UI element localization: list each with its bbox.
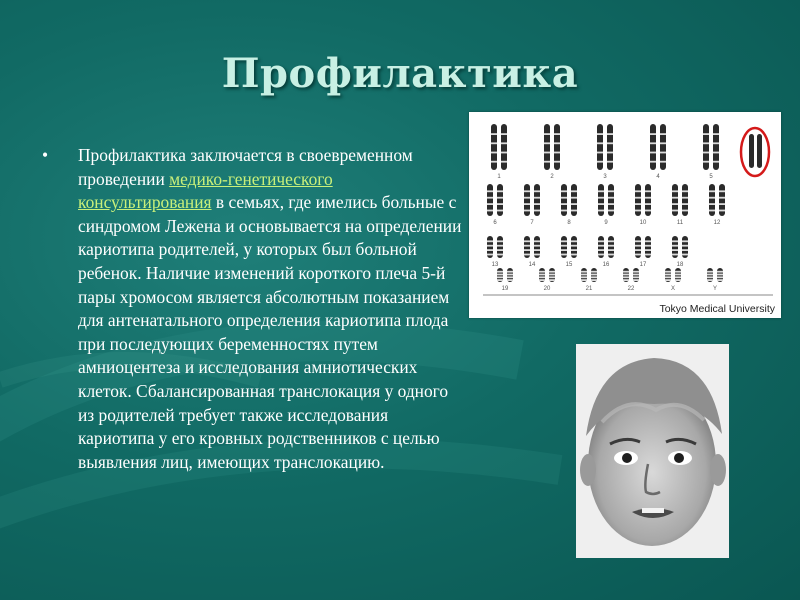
chromosome-label: 1: [497, 174, 501, 180]
chromosome-band: [534, 210, 540, 212]
highlighted-chromosome: [757, 134, 762, 168]
chromosome-band: [487, 203, 493, 205]
chromosome-set: [487, 124, 762, 282]
chromosome-band: [709, 190, 715, 192]
chromosome-band: [524, 203, 530, 205]
chromosome-band: [597, 161, 603, 163]
chromosome-band: [524, 190, 530, 192]
chromosome-band: [633, 276, 639, 278]
slide-title: Профилактика: [221, 50, 579, 97]
chromosome-band: [524, 249, 530, 251]
bullet-marker: •: [42, 145, 49, 165]
chromosome-band: [571, 197, 577, 199]
chromosome-band: [608, 249, 614, 251]
chromosome-band: [539, 276, 545, 278]
chromosome-band: [539, 271, 545, 273]
left-ear: [580, 454, 596, 486]
chromosome: [650, 124, 656, 170]
chromosome-band: [650, 152, 656, 154]
chromosome-band: [682, 190, 688, 192]
chromosome: [491, 124, 497, 170]
chromosome-band: [608, 203, 614, 205]
chromosome-band: [717, 276, 723, 278]
chromosome-band: [561, 190, 567, 192]
chromosome-band: [623, 279, 629, 281]
chromosome-band: [713, 142, 719, 144]
chromosome-band: [608, 190, 614, 192]
chromosome-label: 8: [567, 220, 571, 226]
chromosome: [597, 124, 603, 170]
chromosome-band: [645, 210, 651, 212]
chromosome-band: [591, 276, 597, 278]
chromosome-band: [645, 249, 651, 251]
chromosome-band: [645, 240, 651, 242]
chromosome-band: [507, 279, 513, 281]
chromosome-band: [672, 203, 678, 205]
chromosome-band: [623, 274, 629, 276]
chromosome-band: [544, 161, 550, 163]
chromosome-label: 7: [530, 220, 534, 226]
chromosome-band: [635, 203, 641, 205]
chromosome-band: [487, 190, 493, 192]
chromosome-band: [709, 210, 715, 212]
chromosome: [713, 124, 719, 170]
chromosome-band: [549, 276, 555, 278]
chromosome-band: [665, 271, 671, 273]
chromosome-band: [707, 271, 713, 273]
chromosome-band: [682, 254, 688, 256]
chromosome-band: [665, 276, 671, 278]
chromosome-band: [501, 161, 507, 163]
chromosome-band: [672, 210, 678, 212]
chromosome-band: [534, 249, 540, 251]
chromosome-band: [633, 271, 639, 273]
chromosome-band: [534, 254, 540, 256]
chromosome-band: [491, 152, 497, 154]
chromosome-band: [487, 210, 493, 212]
chromosome-band: [507, 276, 513, 278]
chromosome-band: [561, 210, 567, 212]
chromosome-label: 6: [493, 220, 497, 226]
chromosome-band: [554, 142, 560, 144]
chromosome-label: 4: [656, 174, 660, 180]
chromosome-band: [598, 240, 604, 242]
chromosome-band: [665, 274, 671, 276]
chromosome-band: [607, 142, 613, 144]
chromosome-band: [497, 245, 503, 247]
chromosome-band: [717, 271, 723, 273]
chromosome-band: [598, 249, 604, 251]
chromosome-band: [597, 133, 603, 135]
chromosome-band: [534, 240, 540, 242]
chromosome-band: [581, 271, 587, 273]
chromosome-band: [607, 161, 613, 163]
chromosome-band: [539, 274, 545, 276]
chromosome-band: [497, 203, 503, 205]
chromosome-band: [497, 254, 503, 256]
chromosome-band: [682, 249, 688, 251]
chromosome-band: [591, 271, 597, 273]
chromosome-band: [497, 210, 503, 212]
chromosome-band: [707, 279, 713, 281]
chromosome-band: [623, 271, 629, 273]
highlight-circle: [741, 128, 769, 176]
chromosome-band: [549, 271, 555, 273]
chromosome-band: [598, 203, 604, 205]
chromosome-band: [675, 276, 681, 278]
chromosome-band: [650, 133, 656, 135]
chromosome-band: [534, 245, 540, 247]
chromosome-band: [635, 249, 641, 251]
chromosome-band: [635, 197, 641, 199]
chromosome-band: [635, 245, 641, 247]
chromosome-label: 22: [627, 286, 635, 292]
chromosome-band: [665, 279, 671, 281]
chromosome-band: [719, 197, 725, 199]
body-text-end: в семьях, где имелись больные с синдромом Лежена и основывается на определении кариотипа родителей, у которых был больной ребенок. Наличие изменений короткого плеча 5-й пары хромосом является абсолютным показанием для антенатального определения кариотипа плода при последующих беременностях путем амниоцентеза и исследования амниотических клеток. Сбалансированная транслокация у одного из родителей требует также исследования кариотипа у его кровных родственников с целью выявления лиц, имеющих транслокацию.: [78, 192, 462, 472]
body-paragraph: [78, 144, 462, 474]
chromosome-band: [713, 152, 719, 154]
chromosome-band: [703, 152, 709, 154]
chromosome-band: [497, 271, 503, 273]
chromosome: [607, 124, 613, 170]
chromosome-band: [682, 197, 688, 199]
chromosome-band: [497, 276, 503, 278]
chromosome-band: [561, 240, 567, 242]
chromosome-band: [672, 254, 678, 256]
chromosome-label: 20: [543, 286, 551, 292]
chromosome-band: [635, 254, 641, 256]
chromosome-band: [571, 210, 577, 212]
chromosome-label: 3: [603, 174, 607, 180]
chromosome-band: [581, 276, 587, 278]
chromosome-band: [544, 142, 550, 144]
chromosome-band: [719, 210, 725, 212]
chromosome-label: 14: [528, 262, 536, 268]
chromosome-label: 17: [639, 262, 647, 268]
chromosome-band: [607, 133, 613, 135]
chromosome-band: [524, 240, 530, 242]
chromosome-band: [707, 274, 713, 276]
chromosome-band: [717, 274, 723, 276]
child-portrait: [576, 344, 729, 558]
chromosome-band: [675, 271, 681, 273]
karyotype-image: [469, 112, 781, 318]
chromosome-band: [607, 152, 613, 154]
chromosome-band: [672, 197, 678, 199]
chromosome-band: [608, 240, 614, 242]
chromosome-band: [645, 254, 651, 256]
chromosome-band: [571, 203, 577, 205]
chromosome-band: [561, 249, 567, 251]
chromosome-label: X: [670, 286, 676, 292]
chromosome-band: [561, 203, 567, 205]
chromosome-band: [608, 197, 614, 199]
chromosome-band: [544, 133, 550, 135]
chromosome-band: [497, 197, 503, 199]
chromosome-band: [549, 279, 555, 281]
chromosome-label: 19: [501, 286, 509, 292]
chromosome-band: [633, 279, 639, 281]
chromosome-band: [561, 245, 567, 247]
chromosome-band: [501, 133, 507, 135]
chromosome-label: 13: [491, 262, 499, 268]
chromosome-band: [534, 197, 540, 199]
chromosome-band: [635, 190, 641, 192]
chromosome-band: [507, 274, 513, 276]
chromosome-band: [717, 279, 723, 281]
chromosome-band: [554, 133, 560, 135]
right-ear: [710, 454, 726, 486]
chromosome-band: [703, 142, 709, 144]
chromosome-band: [487, 254, 493, 256]
chromosome-band: [675, 279, 681, 281]
chromosome-band: [597, 152, 603, 154]
chromosome-band: [554, 161, 560, 163]
chromosome-band: [571, 190, 577, 192]
chromosome: [703, 124, 709, 170]
chromosome-band: [645, 203, 651, 205]
chromosome-band: [660, 152, 666, 154]
chromosome-label: 11: [676, 220, 684, 226]
chromosome-band: [709, 197, 715, 199]
chromosome-label: 10: [639, 220, 647, 226]
chromosome-band: [581, 274, 587, 276]
chromosome-band: [571, 249, 577, 251]
chromosome-label: 21: [585, 286, 593, 292]
chromosome-band: [650, 161, 656, 163]
chromosome-band: [713, 133, 719, 135]
chromosome-band: [507, 271, 513, 273]
chromosome-band: [645, 245, 651, 247]
chromosome-band: [544, 152, 550, 154]
chromosome-band: [524, 245, 530, 247]
chromosome-band: [660, 133, 666, 135]
chromosome-band: [608, 245, 614, 247]
chromosome-band: [703, 133, 709, 135]
chromosome-band: [501, 142, 507, 144]
chromosome-band: [561, 254, 567, 256]
chromosome-band: [635, 210, 641, 212]
chromosome-band: [682, 210, 688, 212]
chromosome-label: 18: [676, 262, 684, 268]
chromosome-band: [497, 279, 503, 281]
chromosome-label: 9: [604, 220, 608, 226]
chromosome-band: [682, 245, 688, 247]
chromosome-band: [591, 274, 597, 276]
chromosome-band: [623, 276, 629, 278]
chromosome-band: [633, 274, 639, 276]
chromosome-label: 2: [550, 174, 554, 180]
image-credit: Tokyo Medical University: [659, 303, 775, 315]
chromosome-band: [682, 203, 688, 205]
chromosome-label: 12: [713, 220, 721, 226]
chromosome-band: [598, 190, 604, 192]
chromosome-band: [598, 254, 604, 256]
chromosome-band: [497, 249, 503, 251]
child-face-illustration: [576, 344, 729, 558]
chromosome-band: [672, 190, 678, 192]
chromosome-label: 15: [565, 262, 573, 268]
highlighted-chromosome: [749, 134, 754, 168]
karyotype-chart: [469, 112, 781, 318]
chromosome-band: [709, 203, 715, 205]
chromosome-band: [703, 161, 709, 163]
bullet-list: [42, 144, 462, 474]
chromosome-band: [524, 254, 530, 256]
chromosome-band: [497, 190, 503, 192]
chromosome-band: [501, 152, 507, 154]
chromosome-band: [597, 142, 603, 144]
chromosome-band: [487, 240, 493, 242]
chromosome-band: [571, 245, 577, 247]
chromosome-band: [645, 197, 651, 199]
chromosome-band: [719, 203, 725, 205]
chromosome-band: [534, 190, 540, 192]
chromosome-band: [598, 210, 604, 212]
chromosome-band: [598, 245, 604, 247]
chromosome-band: [534, 203, 540, 205]
chromosome-band: [487, 249, 493, 251]
chromosome-band: [608, 254, 614, 256]
chromosome-band: [650, 142, 656, 144]
chromosome-band: [497, 274, 503, 276]
chromosome-band: [491, 133, 497, 135]
genetic-counseling-link[interactable]: медико-генетического консультирования: [78, 168, 333, 213]
chromosome-band: [487, 197, 493, 199]
chromosome-band: [635, 240, 641, 242]
chromosome-band: [487, 245, 493, 247]
chromosome-band: [660, 142, 666, 144]
chromosome-band: [539, 279, 545, 281]
chromosome-band: [672, 249, 678, 251]
body-text-start: Профилактика заключается в своевременном проведении: [78, 145, 413, 189]
chromosome-band: [554, 152, 560, 154]
chromosome-band: [561, 197, 567, 199]
chromosome-band: [608, 210, 614, 212]
chromosome: [544, 124, 550, 170]
chromosome: [660, 124, 666, 170]
chromosome-band: [571, 254, 577, 256]
chromosome-band: [672, 240, 678, 242]
chromosome-band: [719, 190, 725, 192]
chromosome-band: [524, 210, 530, 212]
chromosome-band: [571, 240, 577, 242]
chromosome-band: [598, 197, 604, 199]
chromosome-label: Y: [712, 286, 718, 292]
chromosome-band: [707, 276, 713, 278]
chromosome-band: [497, 240, 503, 242]
chromosome-label: 5: [709, 174, 713, 180]
chromosome-label: 16: [602, 262, 610, 268]
chromosome-band: [581, 279, 587, 281]
chromosome-band: [491, 142, 497, 144]
chromosome-band: [660, 161, 666, 163]
chromosome-band: [713, 161, 719, 163]
chromosome-band: [645, 190, 651, 192]
chromosome-band: [591, 279, 597, 281]
chromosome-band: [672, 245, 678, 247]
chromosome-band: [524, 197, 530, 199]
chromosome: [501, 124, 507, 170]
chromosome: [554, 124, 560, 170]
chromosome-band: [675, 274, 681, 276]
chromosome-band: [682, 240, 688, 242]
chromosome-band: [549, 274, 555, 276]
chromosome-band: [491, 161, 497, 163]
